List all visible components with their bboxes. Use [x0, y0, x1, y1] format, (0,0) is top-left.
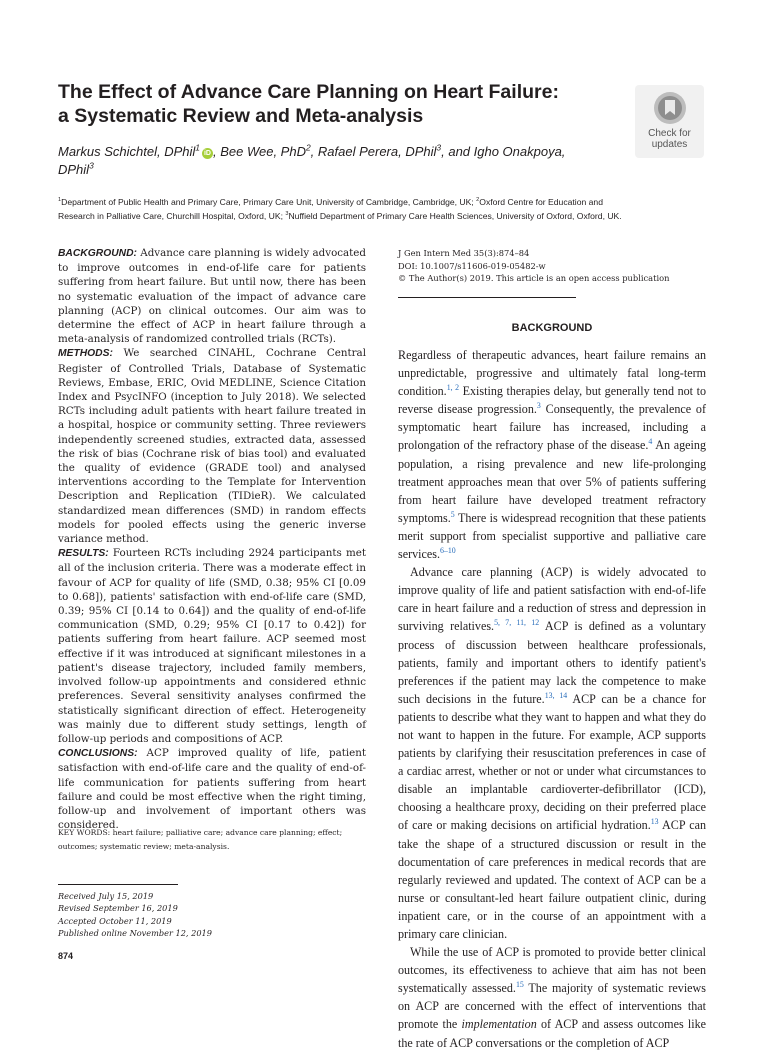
abstract-results — [58, 546, 366, 746]
affil-text-3: Research in Palliative Care, Churchill Hospital, Oxford, UK; — [58, 211, 286, 221]
author-3-affil: 3 — [436, 142, 442, 153]
abstract-methods-heading: METHODS: — [58, 348, 113, 360]
bookmark-ribbon-icon — [653, 91, 687, 125]
affil-marker-2: 2 — [476, 197, 480, 204]
reference-link[interactable]: 6–10 — [439, 546, 456, 555]
reference-link[interactable]: 13, 14 — [544, 690, 568, 700]
date-published: Published online November 12, 2019 — [58, 927, 212, 938]
date-received: Received July 15, 2019 — [58, 891, 154, 901]
check-for-updates-badge[interactable] — [635, 85, 704, 158]
author-3-name: , Rafael Perera, DPhil — [310, 144, 437, 159]
affiliation-line-2 — [58, 209, 718, 223]
orcid-icon[interactable]: iD — [203, 150, 211, 157]
author-line-1 — [58, 143, 638, 161]
citation-divider — [398, 297, 576, 298]
body-text-span: Advance care planning (ACP) is widely advocated to improve quality of life and patient satisfaction with end-of-life care in heart failure and a reduction of stress and depression in surviving relatives. — [398, 565, 706, 634]
abstract-conclusions-heading: CONCLUSIONS: — [58, 748, 138, 760]
body-text-span: Existing therapies delay, but generally tend not to reverse disease progression. — [398, 384, 706, 417]
author-4-degree: DPhil — [58, 162, 90, 177]
author-list — [58, 143, 638, 179]
affiliation-line-1 — [58, 195, 718, 209]
reference-link[interactable]: 15 — [515, 980, 524, 990]
body-text-span: of ACP and assess outcomes like the rate of ACP conversations or the completion of ACP — [398, 1017, 706, 1050]
reference-link[interactable]: 5, 7, 11, 12 — [494, 618, 540, 628]
reference-link[interactable]: 1, 2 — [446, 383, 460, 393]
title-line-2: a Systematic Review and Meta-analysis — [58, 105, 424, 127]
badge-label-line-1: Check for — [648, 128, 691, 139]
badge-label-line-2: updates — [651, 139, 688, 150]
section-heading-background: BACKGROUND — [511, 322, 593, 334]
body-text-span: While the use of ACP is promoted to provide better clinical outcomes, its effectiveness to achieve that aim has not been systematically assessed. — [398, 945, 706, 996]
dates-divider — [58, 884, 178, 885]
body-paragraph-3 — [398, 943, 706, 1052]
article-dates — [58, 890, 358, 939]
reference-link[interactable]: 4 — [648, 437, 653, 447]
abstract-methods — [58, 346, 366, 546]
citation-block — [398, 247, 698, 285]
abstract-results-text: Fourteen RCTs including 2924 participants met all of the inclusion criteria. There was a moderate effect in favour of ACP for quality of life (SMD, 0.38; 95% CI [0.09 to 0.68]), patients' satisfaction with end-of-life care (SMD, 0.39; 95% CI [0.14 to 0.64]) and the quality of end-of-life communication (SMD, 0.29; 95% CI [0.17 to 0.42]) for patients suffering from heart failure. ACP seemed most effective if it was introduced at significant milestones in a patient's disease trajectory, included family members, involved follow-up appointments and considered ethnic preferences. Several sensitivity analyses confirmed the statistically significant direction of effect. Heterogeneity was mainly due to different study settings, length of follow-up periods and compositions of ACP. — [58, 547, 366, 745]
abstract-background-heading: BACKGROUND: — [58, 248, 137, 259]
doi[interactable]: DOI: 10.1007/s11606-019-05482-w — [398, 260, 546, 271]
body-paragraph-2 — [398, 563, 706, 943]
affil-text-4: Nuffield Department of Primary Care Health Sciences, University of Oxford, Oxford, UK. — [288, 211, 622, 221]
body-text-span: Consequently, the prevalence of symptomatic heart failure has increased, including a prolongation of the refractory phase of the disease. — [398, 402, 706, 453]
author-1-name: Markus Schichtel, DPhil — [58, 144, 196, 159]
date-accepted: Accepted October 11, 2019 — [58, 915, 172, 926]
abstract-methods-text: We searched CINAHL, Cochrane Central Register of Controlled Trials, Database of Systematic Reviews, Embase, ERIC, Ovid MEDLINE, Science Citation Index and PsycINFO (inception to July 2018). We selected RCTs including adult patients with heart failure treated in a hospital, hospice or community setting. Three reviewers independently screened studies, extracted data, assessed the risk of bias (Cochrane risk of bias tool) and evaluated the quality of evidence (GRADE tool) and analysed interventions according to the Template for Intervention Description and Replication (TIDieR). We calculated standardized mean differences (SMD) in random effects models for pooled effects using the generic inverse variance method. — [58, 347, 366, 546]
reference-link[interactable]: 13 — [650, 817, 659, 827]
author-line-2 — [58, 161, 638, 179]
body-text-span: The majority of systematic reviews on ACP are concerned with the effect of interventions that promote the — [398, 981, 706, 1032]
page-number: 874 — [58, 951, 74, 961]
abstract-background — [58, 246, 366, 346]
author-1-affil: 1 — [195, 142, 200, 153]
reference-link[interactable]: 5 — [450, 509, 455, 519]
author-4-affil: 3 — [89, 160, 94, 171]
body-text-span: ACP can take the shape of a structured discussion or result in the documentation of care preferences in medical records that are regularly reviewed and updated. The context of ACP can be a nurse or consultant-led heart failure outpatient clinic, during inpatient care, or in the course of an appointment with a primary care clinician. — [398, 818, 706, 941]
body-emphasis: implementation — [461, 1017, 537, 1032]
article-title — [58, 80, 618, 128]
abstract-results-heading: RESULTS: — [58, 548, 109, 560]
keywords — [58, 826, 366, 854]
author-4-name: , and Igho Onakpoya, — [441, 144, 566, 159]
date-revised: Revised September 16, 2019 — [58, 903, 178, 914]
keywords-line-2: outcomes; systematic review; meta-analysis. — [58, 842, 230, 851]
body-text-span: There is widespread recognition that these patients merit support from specialist supportive and palliative care services. — [398, 510, 706, 562]
author-2-name: , Bee Wee, PhD — [212, 144, 306, 159]
abstract-background-text: Advance care planning is widely advocated to improve outcomes in end-of-life care for patients suffering from heart failure. But until now, there has been no systematic evaluation of the impact of advance care planning (ACP) on clinical outcomes. Our aim was to determine the effect of ACP in heart failure through a meta-analysis of randomized controlled trials (RCTs). — [58, 247, 366, 346]
journal-citation: J Gen Intern Med 35(3):874–84 — [398, 248, 530, 258]
abstract — [58, 246, 366, 832]
title-line-1: The Effect of Advance Care Planning on Heart Failure: — [58, 81, 559, 103]
affiliations — [58, 195, 718, 223]
affil-text-2: Oxford Centre for Education and — [479, 197, 603, 207]
body-text-span: Regardless of therapeutic advances, heart failure remains an unpredictable, progressive and ultimately fatal long-term condition. — [398, 348, 706, 399]
affil-marker-3: 3 — [285, 211, 289, 218]
affil-text-1: Department of Public Health and Primary Care, Primary Care Unit, University of Cambridge, Cambridge, UK; — [61, 197, 477, 207]
author-2-affil: 2 — [305, 142, 311, 153]
body-text-span: ACP is defined as a voluntary process of discussion between healthcare professionals, patients, family and important others to identify patient's preferences if the patient may lack the competence to make such decisions in the future. — [398, 619, 707, 706]
abstract-conclusions-text: ACP improved quality of life, patient satisfaction with end-of-life care and the quality of end-of-life communication for patients suffering from heart failure and could be most effective when the right timing, follow-up and involvement of important others was considered. — [58, 747, 366, 832]
body-text-span: ACP can be a chance for patients to describe what they want to happen and what they do not want to happen in the future. For example, ACP supports patients by clarifying their resuscitation preferences in case of a cardiac arrest, whether or not or under what circumstances to disable an implantable cardioverter-defibrillator (ICD), choosing a healthcare proxy, deciding on their preferred place of care or making decisions on artificial hydration. — [398, 691, 706, 833]
body-text — [398, 346, 706, 1052]
keywords-line-1: KEY WORDS: heart failure; palliative care; advance care planning; effect; — [58, 828, 343, 837]
body-paragraph-1 — [398, 346, 706, 563]
body-text-span: An ageing population, a rising prevalence and new life-prolonging treatment approaches mean that over 5% of patients suffering from heart failure have developed treatment refractory symptoms. — [398, 438, 706, 525]
affil-marker-1: 1 — [58, 197, 62, 204]
reference-link[interactable]: 3 — [536, 401, 541, 411]
copyright-notice: © The Author(s) 2019. This article is an open access publication — [398, 273, 670, 283]
abstract-conclusions — [58, 746, 366, 832]
